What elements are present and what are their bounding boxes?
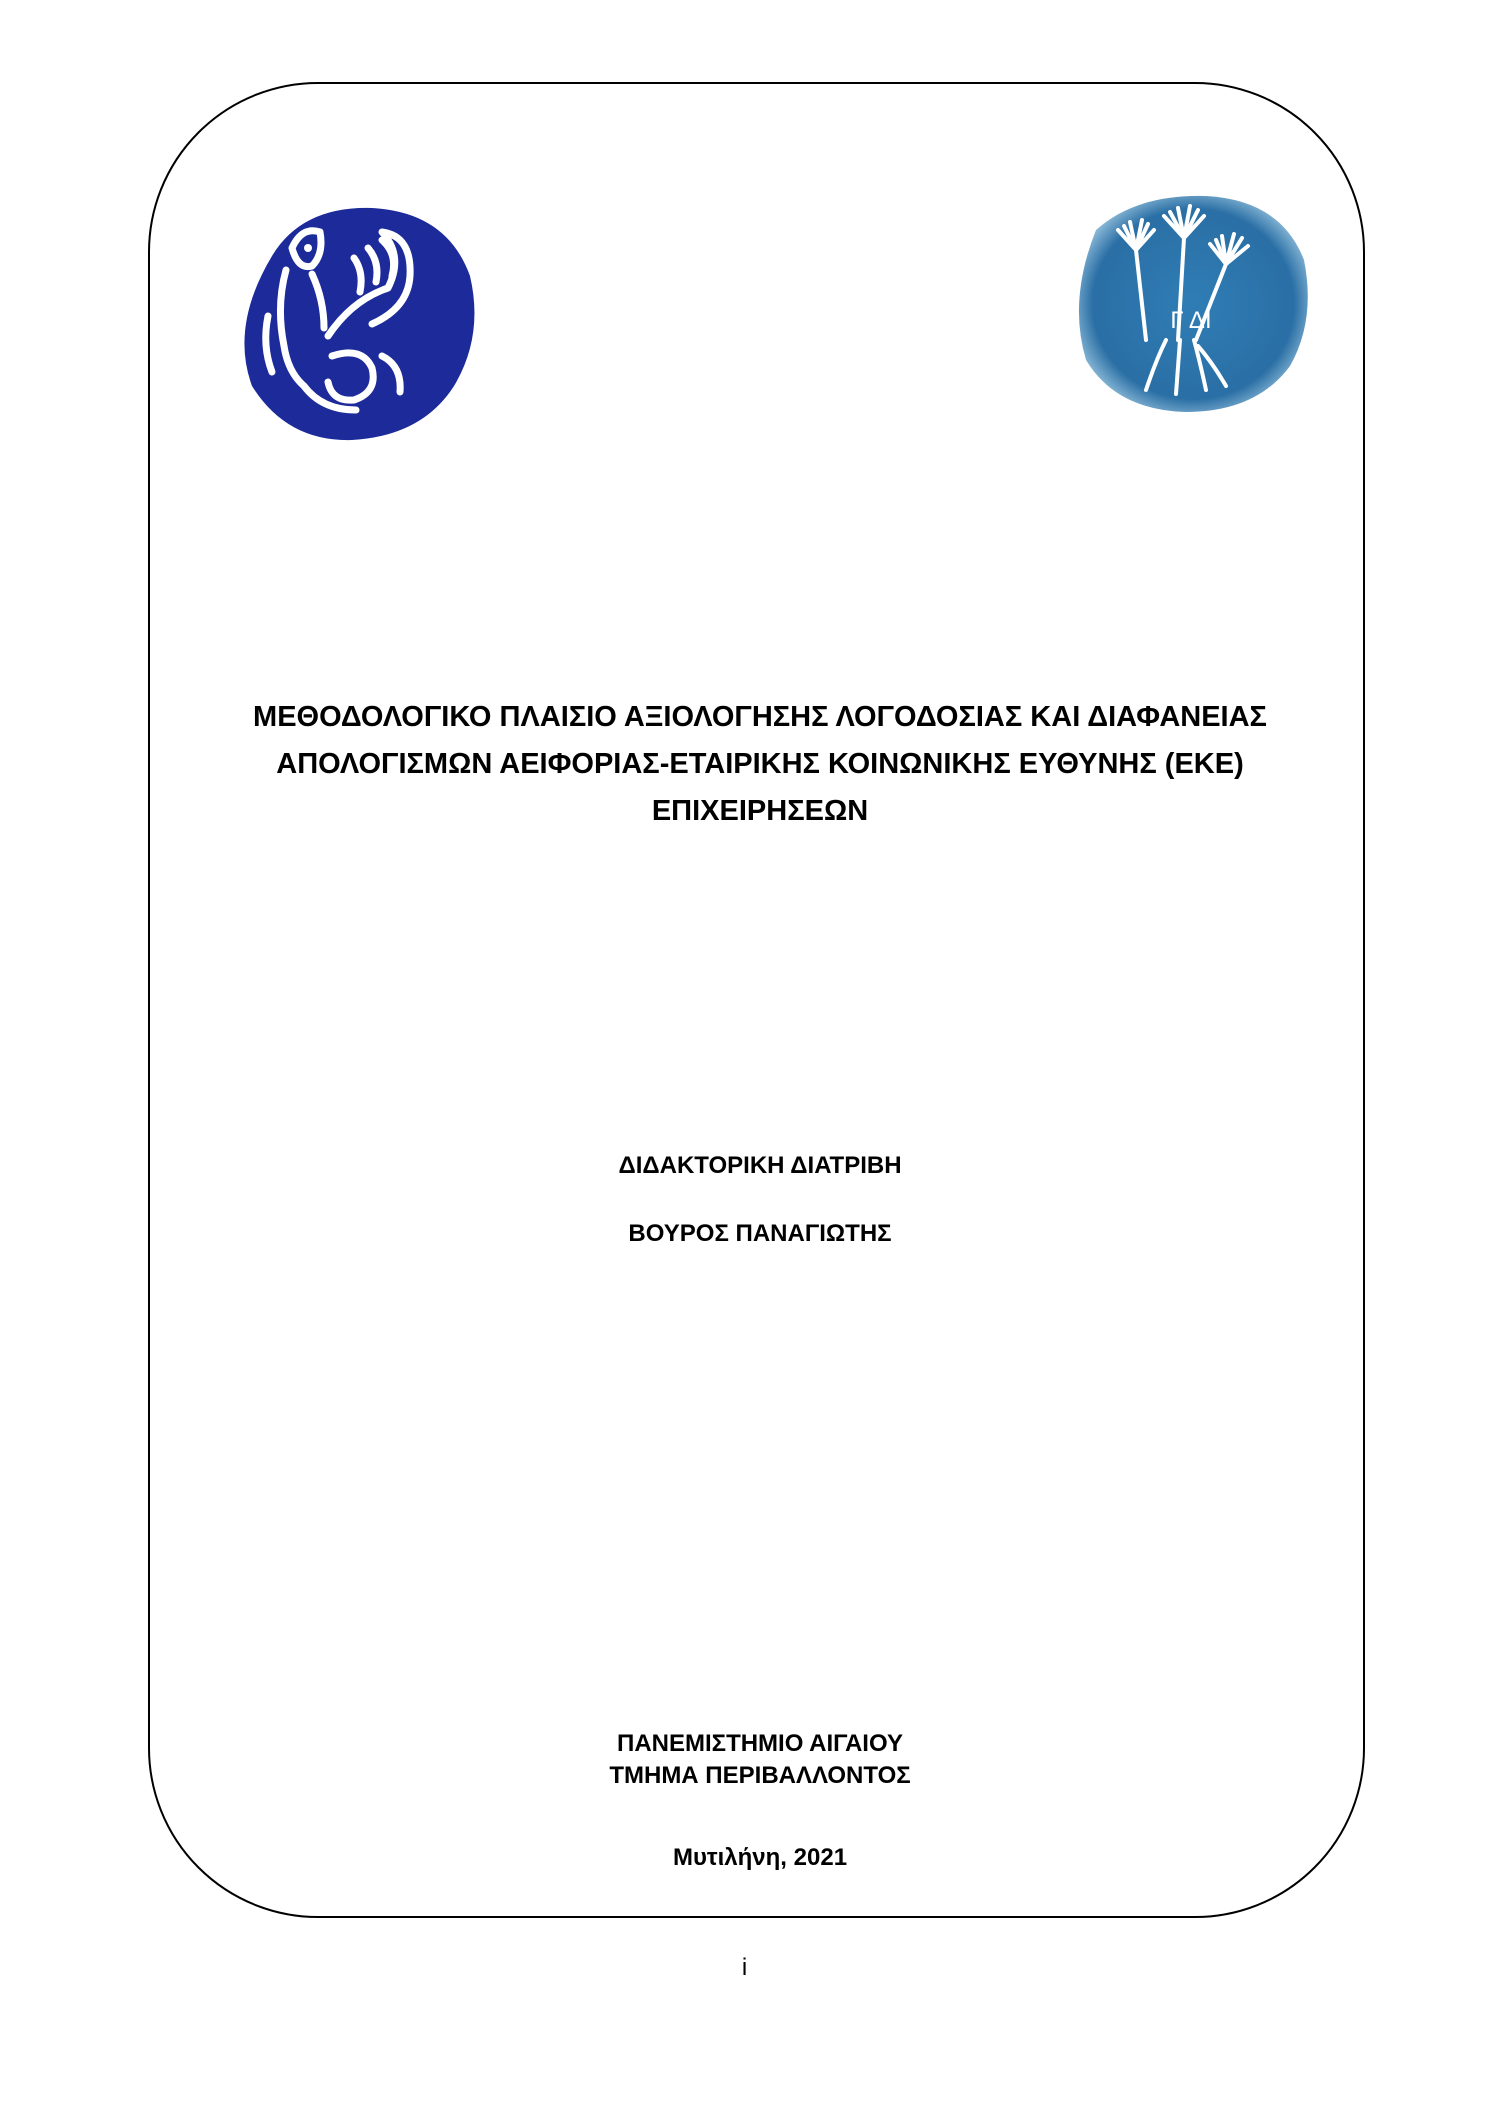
department-name: ΤΜΗΜΑ ΠΕΡΙΒΑΛΛΟΝΤΟΣ [609, 1762, 911, 1789]
title-line-2: ΑΠΟΛΟΓΙΣΜΩΝ ΑΕΙΦΟΡΙΑΣ-ΕΤΑΙΡΙΚΗΣ ΚΟΙΝΩΝΙΚΗΣ ΕΥΘΥΝΗΣ (ΕΚΕ) [276, 748, 1244, 780]
place-date: Μυτιλήνη, 2021 [672, 1844, 848, 1871]
department-emblem-lilies-icon [1066, 190, 1316, 416]
page-number: i [741, 1954, 748, 1981]
title-line-3: ΕΠΙΧΕΙΡΗΣΕΩΝ [651, 795, 869, 827]
thesis-type: ΔΙΔΑΚΤΟΡΙΚΗ ΔΙΑΤΡΙΒΗ [618, 1152, 902, 1179]
university-seal-sphinx-icon [232, 196, 482, 442]
author-name: ΒΟΥΡΟΣ ΠΑΝΑΓΙΩΤΗΣ [628, 1220, 892, 1247]
thesis-title [170, 694, 1350, 835]
university-name: ΠΑΝΕΜΙΣΤΗΜΙΟ ΑΙΓΑΙΟΥ [617, 1730, 903, 1757]
emblem-letters: Γ ΔΙ [1170, 307, 1212, 334]
title-line-1: ΜΕΘΟΔΟΛΟΓΙΚΟ ΠΛΑΙΣΙΟ ΑΞΙΟΛΟΓΗΣΗΣ ΛΟΓΟΔΟΣΙΑΣ ΚΑΙ ΔΙΑΦΑΝΕΙΑΣ [253, 701, 1267, 733]
